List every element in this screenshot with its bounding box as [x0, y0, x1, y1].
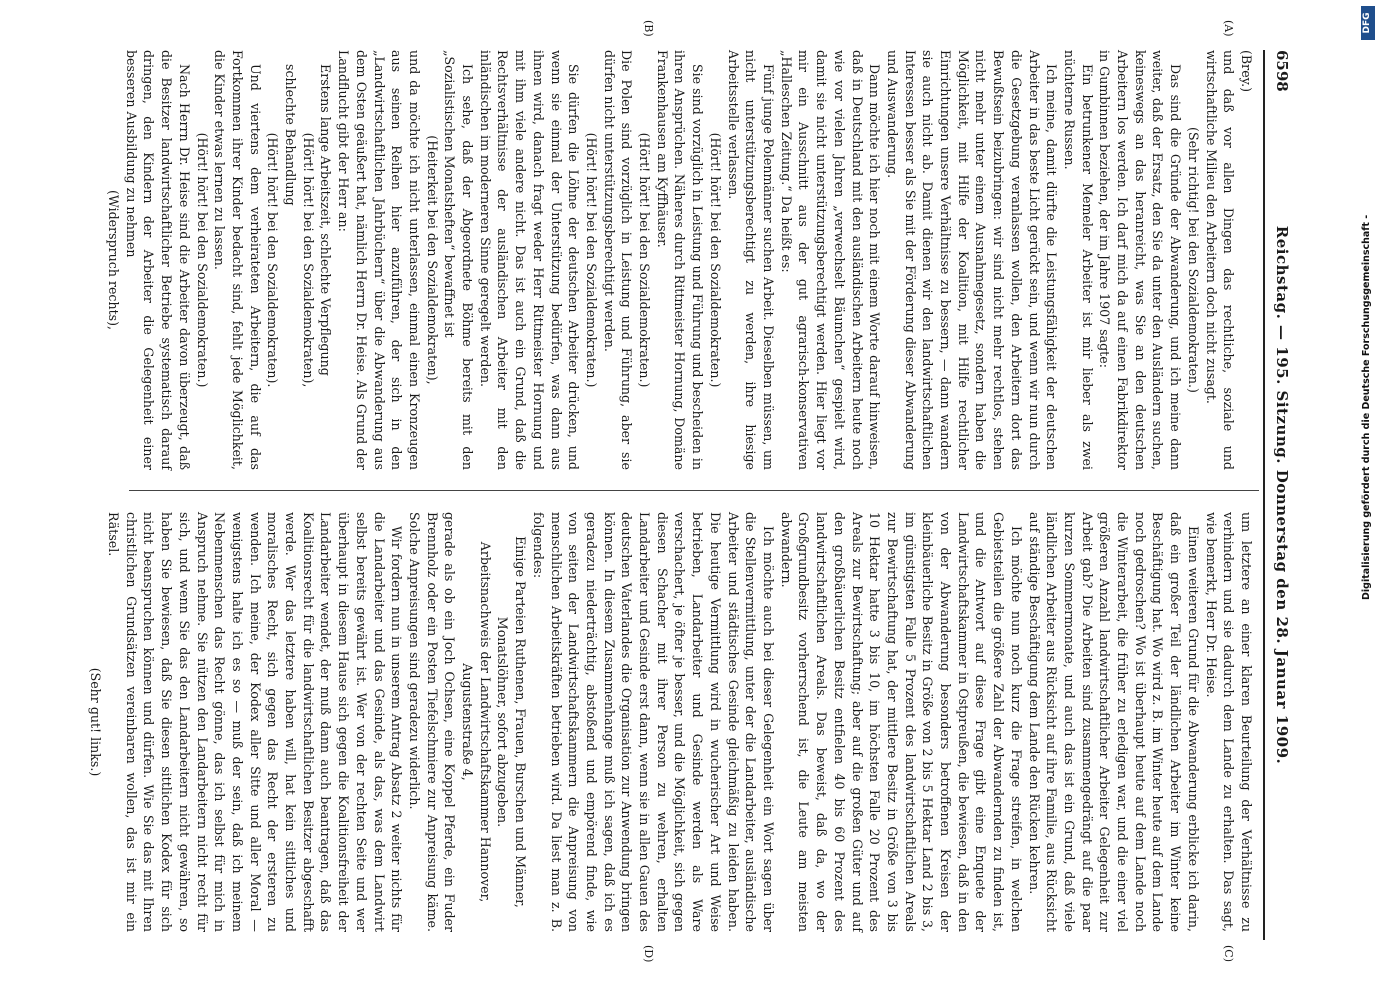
- paragraph: Ich meine, damit dürfte die Leistungsfähigkeit der deutschen Arbeiter in das beste Licht gerückt sein, und wenn wir nun durch die Gesetzgebung veranlassen wollen, den Arbeitern dort das Bewußtsein beizubringen: wir sind nicht mehr rechtlos, stehen nicht mehr unter einem Ausnahmegesetz, sondern haben die Möglichkeit, mit Hilfe der Koalition, mit Hilfe rechtlicher Einrichtungen unsere Verhältnisse zu bessern, — dann wandern sie auch nicht ab. Damit dienen wir den landwirtschaftlichen Interessen besser als Sie mit der Förderung dieser Abwanderung und Auswanderung.: [884, 50, 1060, 470]
- interjection: (Widerspruch rechts),: [106, 189, 121, 331]
- left-column: [106, 50, 1255, 470]
- header-rule: [1263, 50, 1265, 940]
- running-title: Reichstag. — 195. Sitzung. Donnerstag den 28. Januar 1909.: [1273, 225, 1291, 765]
- paragraph: Ich möchte nun noch kurz die Frage streifen, in welchen Gebietsteilen die größere Zahl der Abwandernden zu finden ist, und die Antwort auf diese Frage gibt eine Enquete der Landwirtschaftskammer in Ostpreußen, die bewiesen, daß in den von der Abwanderung besonders betroffenen Kreisen der kleinbäuerliche Besitz in Größe von 2 bis 5 Hektar Land 2 bis 3, im günstigsten Falle 5 Prozent des landwirtschaftlichen Areals zur Bewirtschaftung hat, der mittlere Besitz in Größe von 3 bis 10 Hektar hatte 3 bis 10, im höchsten Falle 20 Prozent des Areals zur Bewirtschaftung; aber auf die großen Güter und auf den großbäuerlichen Besitz entfielen 40 bis 60 Prozent des landwirtschaftlichen Areals. Das beweist, daß da, wo der Großgrundbesitz vorherrschend ist, die Leute am meisten abwandern.: [778, 512, 1024, 932]
- paragraph: Wir fordern nun in unserem Antrag Absatz 2 weiter nichts für die Landarbeiter und das Gesinde, als das, was dem Landwirt selbst bereits gewährt ist. Wer von der rechten Seite und wer überhaupt in diesem Hause sich gegen die Koalitionsfreiheit der Landarbeiter wendet, der muß dann auch beantragen, daß das Koalitionsrecht für die landwirtschaftlichen Besitzer abgeschafft werde. Wer das letztere haben will, hat kein sittliches und moralisches Recht, sich gegen das Recht der ersteren zu wenden. Ich meine, der Kodex aller Sitte und aller Moral — wenigstens halte ich es so — muß der sein, daß ich meinem Nebenmenschen das Recht gönne, das ich selbst für mich in Anspruch nehme. Sie nützen den Landarbeitern nicht recht für sich, und wenn Sie das den Landarbeitern nicht gewähren, so haben Sie bewiesen, daß Sie diesen sittlichen Kodex für sich nicht beanspruchen können und dürfen. Wie Sie das mit Ihren christlichen Grundsätzen vereinbaren wollen, das ist mir ein Rätsel.: [106, 512, 405, 932]
- dfg-logo: [1361, 6, 1375, 40]
- interjection: (Hört! hört! bei den Sozialdemokraten.): [707, 132, 723, 388]
- speaker-tag: (Brey.): [1239, 50, 1254, 92]
- column-divider: [129, 490, 1259, 491]
- right-column: [88, 512, 1255, 932]
- paragraph: Das sind die Gründe der Abwanderung, und ich meine dann weiter, daß der Ersatz, den Sie da unter den Ausländern suchen, keineswegs an das heranreicht, was Sie an den deutschen Arbeitern los werden. Ich darf mich da auf einen Fabrikdirektor in Gumbinnen beziehen, der im Jahre 1907 sagte:: [1097, 50, 1184, 470]
- paragraph: und da möchte ich nicht unterlassen, einmal einen Kronzeugen aus seinen Reihen hier anzuführen, der sich in den „Landwirtschaftlichen Jahrbüchern“ über die Abwanderung aus dem Osten geäußert hat, nämlich Herrn Dr. Heise. Als Grund der Landflucht gibt der Herr an:: [336, 50, 422, 470]
- paragraph: Sie dürfen die Löhne der deutschen Arbeiter drücken, und wenn sie einmal der Unterstützung bedürfen, was dann aus ihnen wird, danach fragt weder Herr Rittmeister Hornung und mit ihm viele andere nicht. Das ist auch ein Grund, daß die Rechtsverhältnisse der ausländischen Arbeiter mit den inländischen im moderneren Sinne geregelt werden.: [477, 50, 582, 470]
- quote: Und viertens dem verheirateten Arbeitern, die auf das Fortkommen ihrer Kinder bedacht sind, fehlt jede Möglichkeit, die Kinder etwas lernen zu lassen.: [212, 50, 263, 470]
- interjection: (Hört! hört! bei den Sozialdemokraten),: [300, 132, 316, 388]
- digitization-credit: Digitalisierung gefördert durch die Deutsche Forschungsgemeinschaft -: [1361, 214, 1372, 600]
- paragraph: um letztere an einer klaren Beurteilung der Verhältnisse zu verhindern und sie dadurch dem Lande zu erhalten. Das sagt, wie bemerkt, Herr Dr. Heise.: [1203, 512, 1254, 932]
- quote: schlechte Behandlung: [283, 64, 299, 206]
- interjection: (Hört! hört! bei den Sozialdemokraten).: [265, 132, 281, 388]
- quote: Ein betrunkener Memeler Arbeiter ist mir lieber als zwei nüchterne Russen.: [1061, 50, 1095, 470]
- interjection: (Sehr richtig! bei den Sozialdemokraten.): [1185, 127, 1201, 393]
- quote: Sie sind vorzüglich in Leistung und Führung und bescheiden in ihren Ansprüchen. Näheres durch Rittmeister Hornung, Domäne Frankenhausen am Kyffhäuser.: [654, 50, 706, 470]
- paragraph: Die Polen sind vorzüglich in Leistung und Führung, aber sie dürfen nicht unterstützungsberechtigt werden.: [601, 50, 635, 470]
- page-number: 6598: [1273, 50, 1291, 92]
- margin-mark-d: (D): [642, 945, 655, 963]
- page-header: [1269, 50, 1295, 940]
- paragraph: Ich möchte auch bei dieser Gelegenheit ein Wort sagen über die Stellenvermittlung, unter der die Landarbeiter, ausländische Arbeiter und städtisches Gesinde gleichmäßig zu leiden haben. Die heutige Vermittlung wird in wucherischer Art und Weise betrieben, Landarbeiter und Gesinde werden als Ware verschachert, je öfter je besser, und die Möglichkeit, sich gegen diesen Schacher mit ihrer Person zu wehren, erhalten Landarbeiter und Gesinde erst dann, wenn sie in allen Gauen des deutschen Vaterlandes die Organisation zur Anwendung bringen können. In diesem Zusammenhange muß ich sagen, daß ich es geradezu niederträchtig, abstoßend und empörend finde, wie von seiten der Landwirtschaftskammern die Anpreisung von menschlichen Arbeitskräften betrieben wird. Da liest man z. B. folgendes:: [530, 512, 777, 932]
- margin-mark-b: (B): [642, 20, 655, 37]
- margin-mark-a: (A): [1222, 20, 1235, 37]
- interjection: (Hört! hört! bei den Sozialdemokraten.): [194, 132, 210, 388]
- paragraph: Dann möchte ich hier noch mit einem Worte darauf hinweisen, daß in Deutschland mit den ausländischen Arbeitern heute noch wie vor vielen Jahren „verwechselt Bäumchen“ gespielt wird, damit sie nicht unterstützungsberechtigt werden. Hier liegt vor mir ein Ausschnitt aus der gut agrarisch-konservativen „Halleschen Zeitung.“ Da heißt es:: [778, 50, 883, 470]
- paragraph: und daß vor allen Dingen das rechtliche, soziale und wirtschaftliche Milieu den Arbeitern doch nicht zusagt.: [1203, 50, 1237, 470]
- interjection: (Hört! hört! bei den Sozialdemokraten.): [637, 132, 653, 388]
- interjection: (Sehr gut! links.): [88, 667, 104, 777]
- paragraph: Ich sehe, daß der Abgeordnete Böhme bereits mit den „Sozialistischen Monatsheften“ bewaffnet ist: [442, 50, 476, 470]
- dfg-logo-text: DFG: [1362, 12, 1372, 34]
- interjection: (Heiterkeit bei den Sozialdemokraten),: [424, 135, 440, 385]
- quote: Einige Parteien Ruthenen, Frauen, Burschen und Männer, Monatslöhner, sofort abzugeben.: [495, 536, 529, 908]
- quote: Fünf junge Polenmänner suchen Arbeit. Dieselben müssen, um nicht unterstützungsberechtigt zu werden, ihre hiesige Arbeitsstelle verlassen.: [725, 50, 777, 470]
- paragraph: Einen weiteren Grund für die Abwanderung erblicke ich darin, daß ein großer Teil der ländlichen Arbeiter im Winter keine Beschäftigung hat. Wo wird z. B. im Winter heute auf dem Lande noch gedroschen? Wo ist überhaupt heute auf dem Lande noch die Winterarbeit, die früher zu erledigen war, und die einer viel größeren Anzahl landwirtschaftlicher Arbeiter Gelegenheit zur Arbeit gab? Die Arbeiten sind zusammengedrängt auf die paar kurzen Sommermonate, und auch das ist ein Grund, daß viele ländlichen Arbeiter aus Rücksicht auf ihre Familie, aus Rücksicht auf ständige Beschäftigung dem Lande den Rücken kehren.: [1026, 512, 1201, 932]
- rotated-document-page: [80, 20, 1295, 963]
- quote: Arbeitsnachweis der Landwirtschaftskammer Hannover, Augustenstraße 4,: [460, 541, 493, 903]
- paragraph: Nach Herrn Dr. Heise sind die Arbeiter davon überzeugt, daß die Besitzer landwirtschaftlicher Betriebe systematisch darauf dringen, den Kindern der Arbeiter die Gelegenheit einer besseren Ausbildung zu nehmen: [123, 50, 192, 470]
- interjection: (Hört! hört! bei den Sozialdemokraten.): [583, 132, 599, 388]
- margin-mark-c: (C): [1222, 945, 1235, 962]
- quote: Erstens lange Arbeitszeit, schlechte Verpflegung: [318, 64, 334, 376]
- paragraph: gerade als ob ein Joch Ochsen, eine Koppel Pferde, ein Fuder Brennholz oder ein Posten Tiefelschmiere zur Anpreisung käme. Solche Anpreisungen sind geradezu widerlich.: [406, 512, 458, 932]
